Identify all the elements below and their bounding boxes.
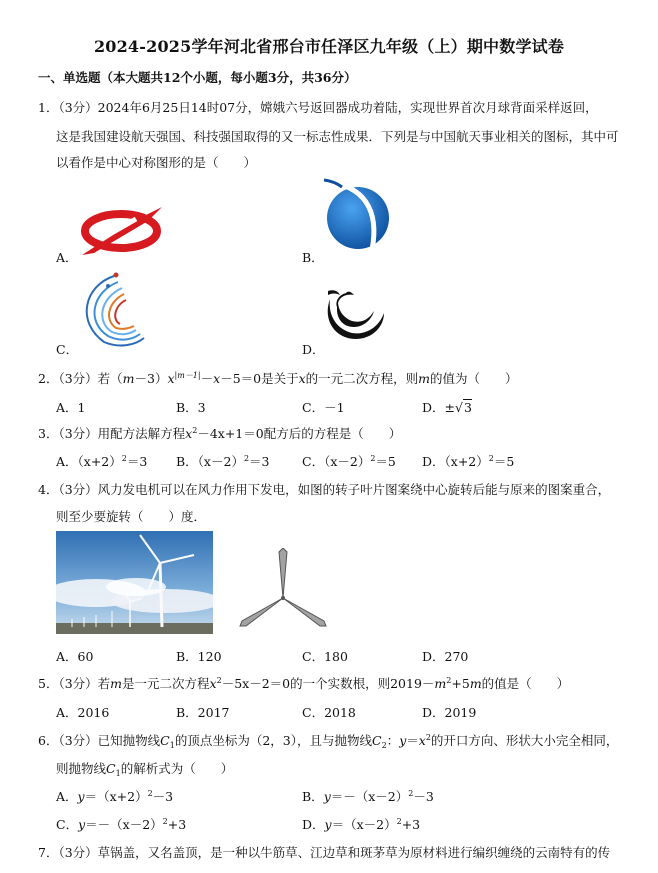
q1-option-b: B． — [302, 250, 324, 265]
q3-opt-text: ＝3 — [126, 454, 148, 469]
q6-var: C — [160, 733, 170, 748]
q1-line-1: 1．（3分）2024年6月25日14时07分，嫦娥六号返回器成功着陆，实现世界首次月球背面采样返回， — [38, 100, 598, 115]
q6-exponent: 2 — [425, 733, 431, 742]
q6-line-1 — [38, 731, 618, 749]
q2-var: m — [418, 371, 431, 386]
q6-opt-text: +3 — [401, 817, 421, 832]
q3-opt-exp: 2 — [121, 454, 127, 463]
q6-option-b — [302, 787, 434, 805]
q2-text: 2．（3分）若（ — [38, 371, 123, 386]
q6-opt-exp: 2 — [396, 817, 402, 826]
q2-option-d: D．±√3 — [422, 400, 472, 415]
q3-option-d — [422, 452, 514, 470]
q4-option-b: B．120 — [176, 649, 222, 664]
q1-line-3: 以看作是中心对称图形的是（ ） — [56, 155, 257, 170]
q6-subscript: 2 — [381, 741, 387, 750]
q6-opt-exp: 2 — [162, 817, 168, 826]
q3-opt-text: A．（x+2） — [56, 454, 122, 469]
q6-line-2 — [56, 759, 233, 777]
q6-opt-text: ＝（x+2） — [84, 789, 148, 804]
q2-exponent: |m－1| — [174, 371, 201, 380]
wind-turbine-photo — [56, 531, 213, 634]
q6-subscript: 1 — [169, 741, 175, 750]
q5-text: +5 — [451, 676, 470, 691]
section-heading: 一、单选题（本大题共12个小题，每小题3分，共36分） — [38, 70, 357, 85]
q6-opt-text: －3 — [152, 789, 174, 804]
q6-subscript: 1 — [115, 769, 121, 778]
q3-text: 3．（3分）用配方法解方程 — [38, 426, 186, 441]
q6-text: 6．（3分）已知抛物线 — [38, 733, 161, 748]
q6-text: 则抛物线 — [56, 761, 107, 776]
q1-option-a: A． — [56, 250, 78, 265]
q4-option-d: D．270 — [422, 649, 469, 664]
q6-opt-text: D． — [302, 817, 325, 832]
q3-opt-exp: 2 — [370, 454, 376, 463]
q1-option-d: D． — [302, 342, 325, 357]
q3-stem — [38, 424, 401, 442]
q6-var: C — [106, 761, 116, 776]
q6-text: 的解析式为（ ） — [120, 761, 234, 776]
q5-exponent: 2 — [446, 676, 452, 685]
q1-line-2: 这是我国建设航天强国、科技强国取得的又一标志性成果．下列是与中国航天事业相关的图标，其中可 — [56, 129, 619, 144]
q3-opt-exp: 2 — [243, 454, 250, 463]
black-crescent-logo-icon — [320, 285, 386, 341]
q5-option-d: D．2019 — [422, 705, 477, 720]
q6-opt-text: ＝－（x－2） — [85, 817, 163, 832]
q6-opt-exp: 2 — [408, 789, 414, 798]
q5-var: m — [110, 676, 123, 691]
q6-text: ＝ — [406, 733, 419, 748]
q3-opt-exp: 2 — [488, 454, 494, 463]
q6-opt-text: B． — [302, 789, 324, 804]
rotor-blades-diagram-icon — [238, 548, 328, 628]
q6-var: y — [399, 733, 407, 748]
satellite-orbit-logo-icon — [74, 272, 146, 348]
q3-text: －4x+1＝0配方后的方程是（ ） — [197, 426, 402, 441]
q5-text: －5x－2＝0的一个实数根，则2019－ — [221, 676, 435, 691]
q2-text: －5＝0是关于 — [220, 371, 299, 386]
q2-option-c: C．－1 — [302, 400, 345, 415]
q3-option-b — [176, 452, 270, 470]
red-swoosh-logo-icon — [78, 205, 164, 257]
page-title: 2024-2025学年河北省邢台市任泽区九年级（上）期中数学试卷 — [93, 37, 565, 56]
q2-var: m — [122, 371, 135, 386]
q6-text: ： — [386, 733, 400, 748]
q2-option-b: B．3 — [176, 400, 206, 415]
q5-var: x — [209, 676, 217, 691]
q6-text: 的开口方向、形状大小完全相同， — [430, 733, 619, 748]
q3-exponent: 2 — [192, 426, 198, 435]
q2-text: 的一元二次方程，则 — [305, 371, 419, 386]
q5-text: 5．（3分）若 — [38, 676, 111, 691]
q2-var: x — [213, 371, 221, 386]
q5-var: m — [434, 676, 447, 691]
q5-option-a: A．2016 — [56, 705, 110, 720]
q5-var: m — [469, 676, 482, 691]
q6-opt-exp: 2 — [147, 789, 153, 798]
q2-option-d-label: D．± — [422, 400, 455, 415]
q3-opt-text: ＝3 — [249, 454, 270, 469]
q6-opt-text: +3 — [167, 817, 187, 832]
q2-var: x — [167, 371, 175, 386]
q5-stem — [38, 674, 569, 692]
q3-opt-text: ＝5 — [493, 454, 515, 469]
q3-option-c — [302, 452, 396, 470]
q5-option-b: B．2017 — [176, 705, 230, 720]
q4-option-c: C．180 — [302, 649, 348, 664]
q4-line-1: 4．（3分）风力发电机可以在风力作用下发电，如图的转子叶片图案绕中心旋转后能与原来的图案重合， — [38, 482, 611, 497]
blue-sphere-logo-icon — [322, 178, 390, 252]
q6-opt-text: －3 — [413, 789, 434, 804]
q6-opt-text: A． — [56, 789, 78, 804]
q1-option-c: C． — [56, 342, 79, 357]
q3-opt-text: B．（x－2） — [176, 454, 244, 469]
q2-text: － — [200, 371, 214, 386]
q5-text: 的值是（ ） — [481, 676, 570, 691]
q6-opt-text: ＝－（x－2） — [330, 789, 409, 804]
q6-option-a — [56, 787, 173, 805]
q3-var: x — [185, 426, 193, 441]
q6-opt-var: y — [78, 817, 86, 832]
q5-exponent: 2 — [216, 676, 222, 685]
q3-opt-text: D．（x+2） — [422, 454, 489, 469]
q2-var: x — [298, 371, 306, 386]
q6-text: 的顶点坐标为（2，3），且与抛物线 — [174, 733, 372, 748]
q6-var: x — [418, 733, 426, 748]
q7-line-1: 7．（3分）草锅盖，又名盖顶，是一种以牛筋草、江边草和斑茅草为原材料进行编织缠绕的云南特有的传 — [38, 845, 611, 860]
q2-stem — [38, 369, 518, 387]
q3-option-a — [56, 452, 147, 470]
q4-option-a: A．60 — [56, 649, 94, 664]
q3-opt-text: ＝5 — [375, 454, 396, 469]
q4-line-2: 则至少要旋转（ ）度． — [56, 509, 207, 524]
q2-text: 的值为（ ） — [430, 371, 518, 386]
q6-var: C — [372, 733, 382, 748]
q6-opt-var: y — [324, 817, 332, 832]
q2-sqrt-value: 3 — [463, 400, 472, 415]
q2-text: －3） — [134, 371, 168, 386]
q3-opt-text: C．（x－2） — [302, 454, 371, 469]
q6-option-c — [56, 815, 186, 833]
q5-option-c: C．2018 — [302, 705, 356, 720]
q2-option-a: A．1 — [56, 400, 86, 415]
q6-opt-text: C． — [56, 817, 79, 832]
q6-opt-var: y — [77, 789, 85, 804]
q6-opt-text: ＝（x－2） — [331, 817, 397, 832]
q6-option-d — [302, 815, 420, 833]
q5-text: 是一元二次方程 — [122, 676, 210, 691]
q6-opt-var: y — [323, 789, 331, 804]
